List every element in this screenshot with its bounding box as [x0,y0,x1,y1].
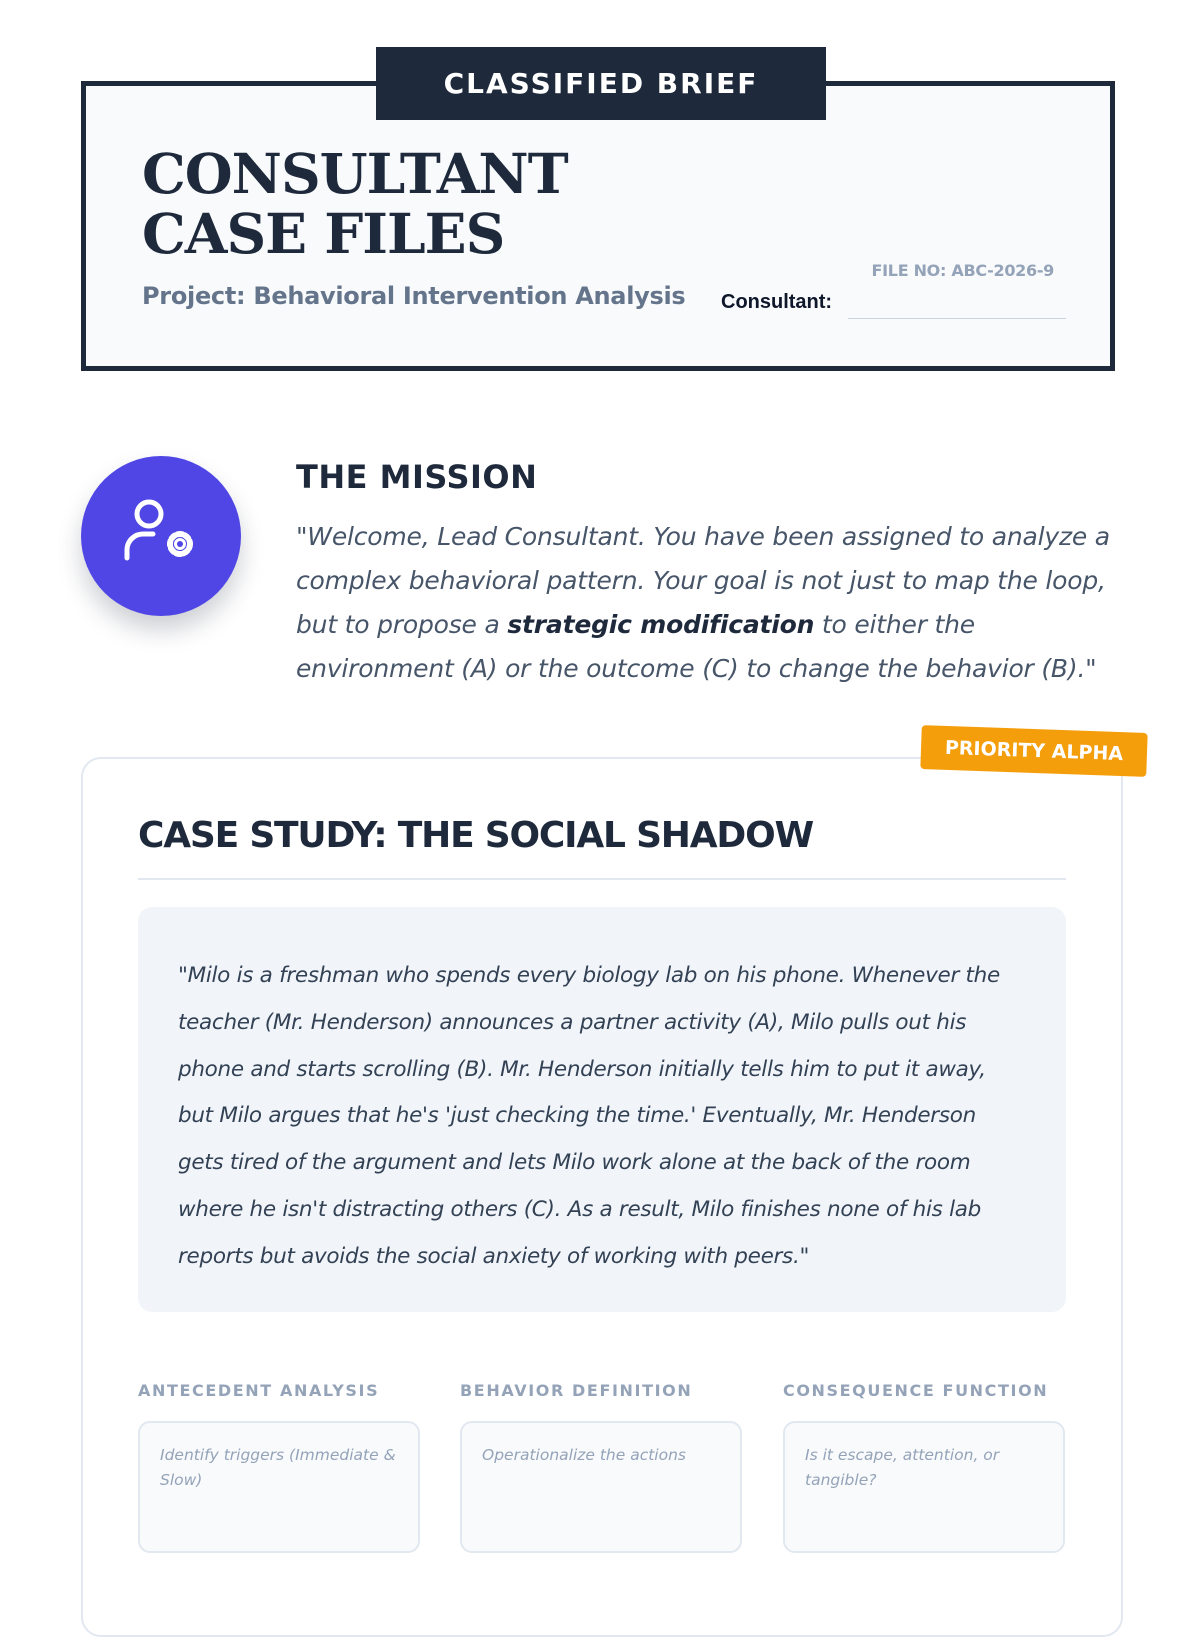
scenario-text: "Milo is a freshman who spends every biology lab on his phone. Whenever the teacher (Mr. Henderson) announces a partner activity (A), Milo pulls out his phone and starts scrolling (B). Mr. Henderson initially tells him to put it away, but Milo argues that he's 'just checking the time.' Eventually, Mr. Henderson gets tired of the argument and lets Milo work alone at the back of the room where he isn't distracting others (C). As a result, Milo finishes none of his lab reports but avoids the social anxiety of working with peers." [178,963,1000,1269]
consequence-box [783,1421,1065,1553]
consultant-label: Consultant: [721,291,833,313]
mission-text-emphasis: strategic modification [507,610,815,639]
mission-text-before: "Welcome, Lead Consultant. You have been assigned to analyze a complex behavioral pattern. Your goal is not just to map the loop, but to propose a [296,522,1110,639]
antecedent-label: ANTECEDENT ANALYSIS [138,1381,380,1400]
behavior-input[interactable] [482,1443,720,1543]
title-line-1: CONSULTANT [142,141,568,206]
scenario-box [138,907,1066,1312]
classified-tab: CLASSIFIED BRIEF [376,47,826,120]
case-divider [138,878,1066,880]
antecedent-box [138,1421,420,1553]
antecedent-input[interactable] [160,1443,398,1543]
mission-text-after: to either the environment (A) or the outcome (C) to change the behavior (B)." [296,610,1097,683]
file-number: FILE NO: ABC-2026-9 [871,261,1054,280]
title-line-2: CASE FILES [142,201,505,266]
user-gear-icon [81,456,241,616]
consequence-label: CONSEQUENCE FUNCTION [783,1381,1049,1400]
consequence-input[interactable] [805,1443,1043,1543]
mission-title: THE MISSION [296,458,538,496]
header-card [81,81,1115,371]
consultant-name-input[interactable] [848,294,1066,319]
project-subtitle: Project: Behavioral Intervention Analysis [142,282,686,310]
mission-text [296,515,1116,691]
page-title [142,141,568,266]
behavior-box [460,1421,742,1553]
behavior-label: BEHAVIOR DEFINITION [460,1381,693,1400]
priority-badge: PRIORITY ALPHA [920,725,1147,777]
case-study-title: CASE STUDY: THE SOCIAL SHADOW [138,815,813,856]
